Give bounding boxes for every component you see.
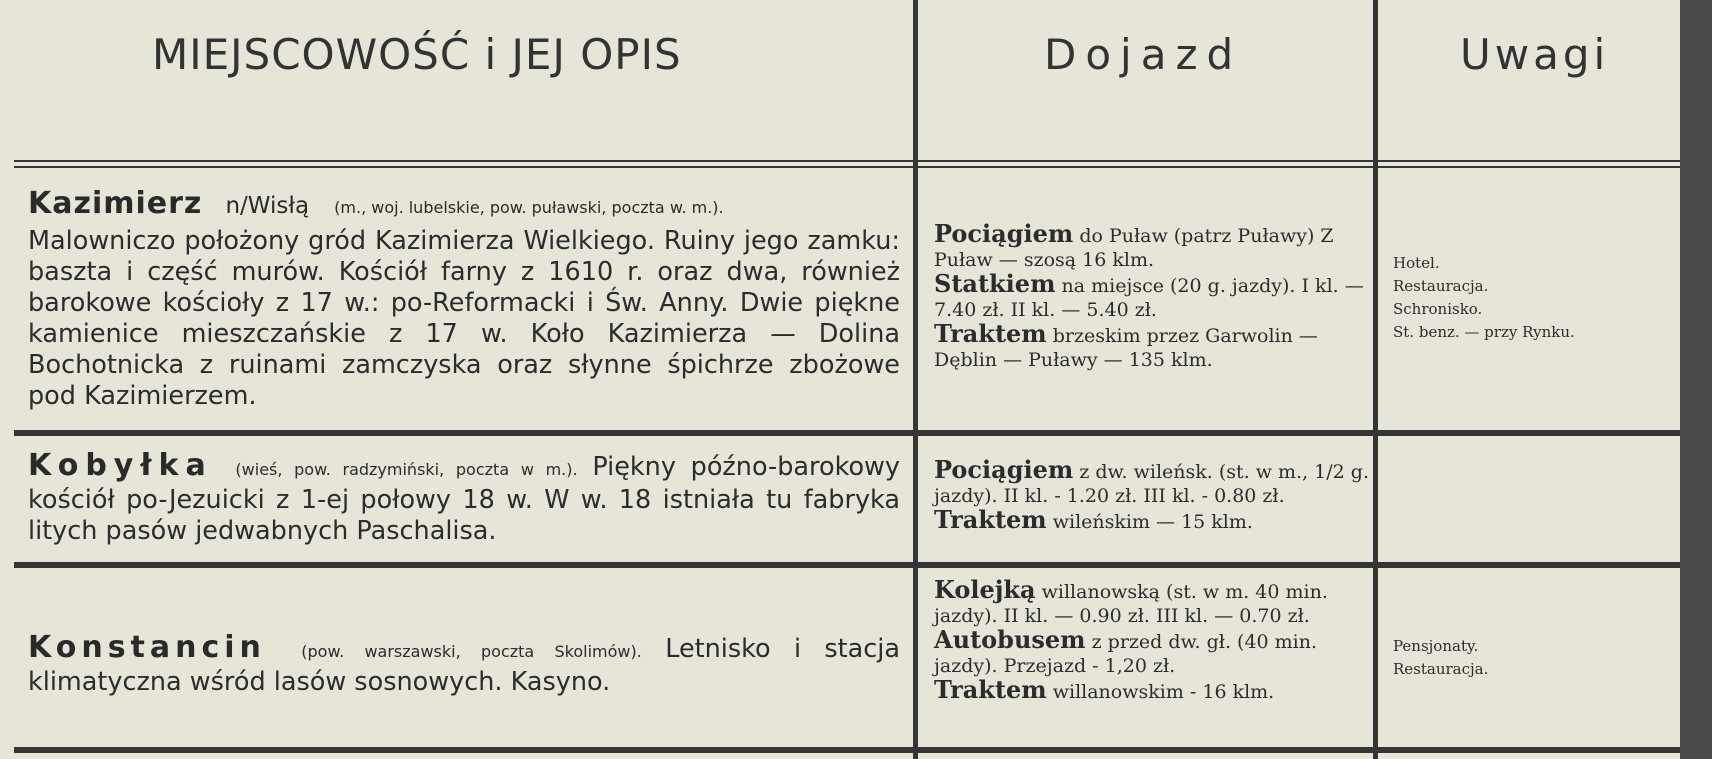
row-divider-3 bbox=[14, 747, 1680, 753]
note-item: Schronisko. bbox=[1393, 300, 1483, 318]
header-description-column: MIEJSCOWOŚĆ i JEJ OPIS bbox=[152, 30, 682, 79]
place-description: Konstancin (pow. warszawski, poczta Skolimów). Letnisko i stacja klimatyczna wśród lasów sosnowych. Kasyno. bbox=[28, 630, 901, 697]
access-item: Autobusem z przed dw. gł. (40 min. jazdy). Przejazd - 1,20 zł. bbox=[934, 625, 1318, 677]
note-item: Pensjonaty. bbox=[1393, 637, 1479, 655]
row-konstancin-access bbox=[934, 575, 1370, 704]
row-kazimierz-notes bbox=[1393, 252, 1673, 344]
access-item: Traktem brzeskim przez Garwolin — Dęblin — Puławy — 135 klm. bbox=[934, 319, 1318, 371]
row-konstancin-description bbox=[28, 632, 900, 698]
row-kazimierz-description bbox=[28, 186, 900, 412]
row-kobylka-access bbox=[934, 455, 1370, 534]
access-item: Traktem wileńskim — 15 klm. bbox=[934, 505, 1253, 534]
place-meta: (m., woj. lubelskie, pow. puławski, poczta w. m.). bbox=[334, 198, 724, 217]
column-divider-1 bbox=[913, 0, 918, 759]
access-item: Kolejką willanowską (st. w m. 40 min. jazdy). II kl. — 0.90 zł. III kl. — 0.70 zł. bbox=[934, 575, 1328, 627]
note-item: St. benz. — przy Rynku. bbox=[1393, 323, 1575, 341]
header-rule-2 bbox=[14, 166, 1680, 168]
place-description: Kobyłka (wieś, pow. radzymiński, poczta w m.). Piękny późno-barokowy kościół po-Jezuicki z 1-ej połowy 18 w. W w. 18 istniała tu fabryka litych pasów jedwabnych Paschalisa. bbox=[28, 448, 900, 546]
header-rule bbox=[14, 160, 1680, 162]
row-kobylka-description bbox=[28, 450, 900, 547]
place-meta: (wieś, pow. radzymiński, poczta w m.). bbox=[235, 460, 578, 479]
access-item: Pociągiem z dw. wileńsk. (st. w m., 1/2 g. jazdy). II kl. - 1.20 zł. III kl. - 0.80 zł. bbox=[934, 455, 1369, 507]
note-item: Restauracja. bbox=[1393, 277, 1489, 295]
place-description: Malowniczo położony gród Kazimierza Wielkiego. Ruiny jego zamku: baszta i część murów. Kościół farny z 1610 r. oraz dwa, również barokowe kościoły z 17 w.: po-Reformacki i Św. Anny. Dwie piękne kamienice mieszczańskie z 17 w. Koło Kazimierza — Dolina Bochotnicka z ruinami zamczyska oraz słynne śpichrze zbożowe pod Kazimierzem. bbox=[28, 226, 900, 411]
place-name: Kazimierz bbox=[28, 186, 203, 221]
row-divider-1 bbox=[14, 430, 1680, 436]
access-item: Pociągiem do Puław (patrz Puławy) Z Puław — szosą 16 klm. bbox=[934, 219, 1334, 271]
header-notes-column: Uwagi bbox=[1460, 30, 1610, 79]
page-right-border bbox=[1680, 0, 1712, 759]
note-item: Restauracja. bbox=[1393, 660, 1489, 678]
note-item: Hotel. bbox=[1393, 254, 1440, 272]
place-name: Kobyłka bbox=[28, 448, 213, 483]
access-item: Traktem willanowskim - 16 klm. bbox=[934, 675, 1275, 704]
row-konstancin-notes bbox=[1393, 635, 1673, 681]
row-divider-2 bbox=[14, 562, 1680, 568]
place-meta: (pow. warszawski, poczta Skolimów). bbox=[301, 642, 642, 661]
header-access-column: Dojazd bbox=[1044, 30, 1243, 79]
place-name: Konstancin bbox=[28, 630, 266, 665]
place-qualifier: n/Wisłą bbox=[225, 193, 310, 219]
column-divider-2 bbox=[1373, 0, 1378, 759]
row-kazimierz-access bbox=[934, 219, 1370, 372]
access-item: Statkiem na miejsce (20 g. jazdy). I kl. — 7.40 zł. II kl. — 5.40 zł. bbox=[934, 269, 1364, 321]
